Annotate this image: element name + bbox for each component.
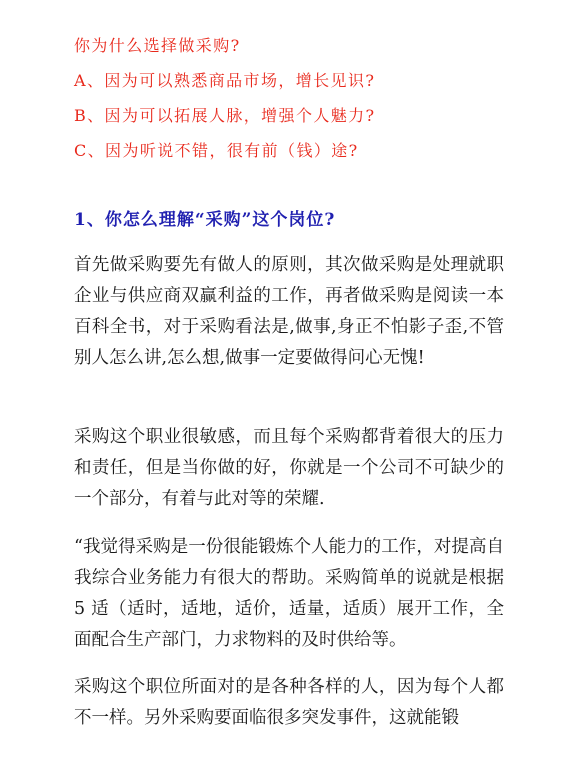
paragraph-4: 采购这个职位所面对的是各种各样的人，因为每个人都不一样。另外采购要面临很多突发事件，这就能锻 xyxy=(74,677,504,728)
paragraph-3: “我觉得采购是一份很能锻炼个人能力的工作，对提高自我综合业务能力有很大的帮助。采购简单的说就是根据 5 适（适时，适地，适价，适量，适质）展开工作，全面配合生产部门，力求物料的及时供给等。 xyxy=(74,537,504,650)
option-b: B、因为可以拓展人脉，增强个人魅力? xyxy=(74,106,376,125)
option-c: C、因为听说不错，很有前（钱）途? xyxy=(74,141,359,160)
intro-questions xyxy=(74,28,544,168)
paragraph-2: 采购这个职业很敏感，而且每个采购都背着很大的压力和责任，但是当你做的好，你就是一个公司不可缺少的一个部分，有着与此对等的荣耀. xyxy=(74,427,504,509)
intro-question: 你为什么选择做采购? xyxy=(74,36,241,55)
paragraph-1: 首先做采购要先有做人的原则，其次做采购是处理就职企业与供应商双赢利益的工作，再者做采购是阅读一本百科全书，对于采购看法是,做事,身正不怕影子歪,不管别人怎么讲,怎么想,做事一定要做得问心无愧! xyxy=(74,255,504,368)
section-title: 1、你怎么理解“采购”这个岗位? xyxy=(74,210,336,230)
option-a: A、因为可以熟悉商品市场，增长见识? xyxy=(74,71,376,90)
